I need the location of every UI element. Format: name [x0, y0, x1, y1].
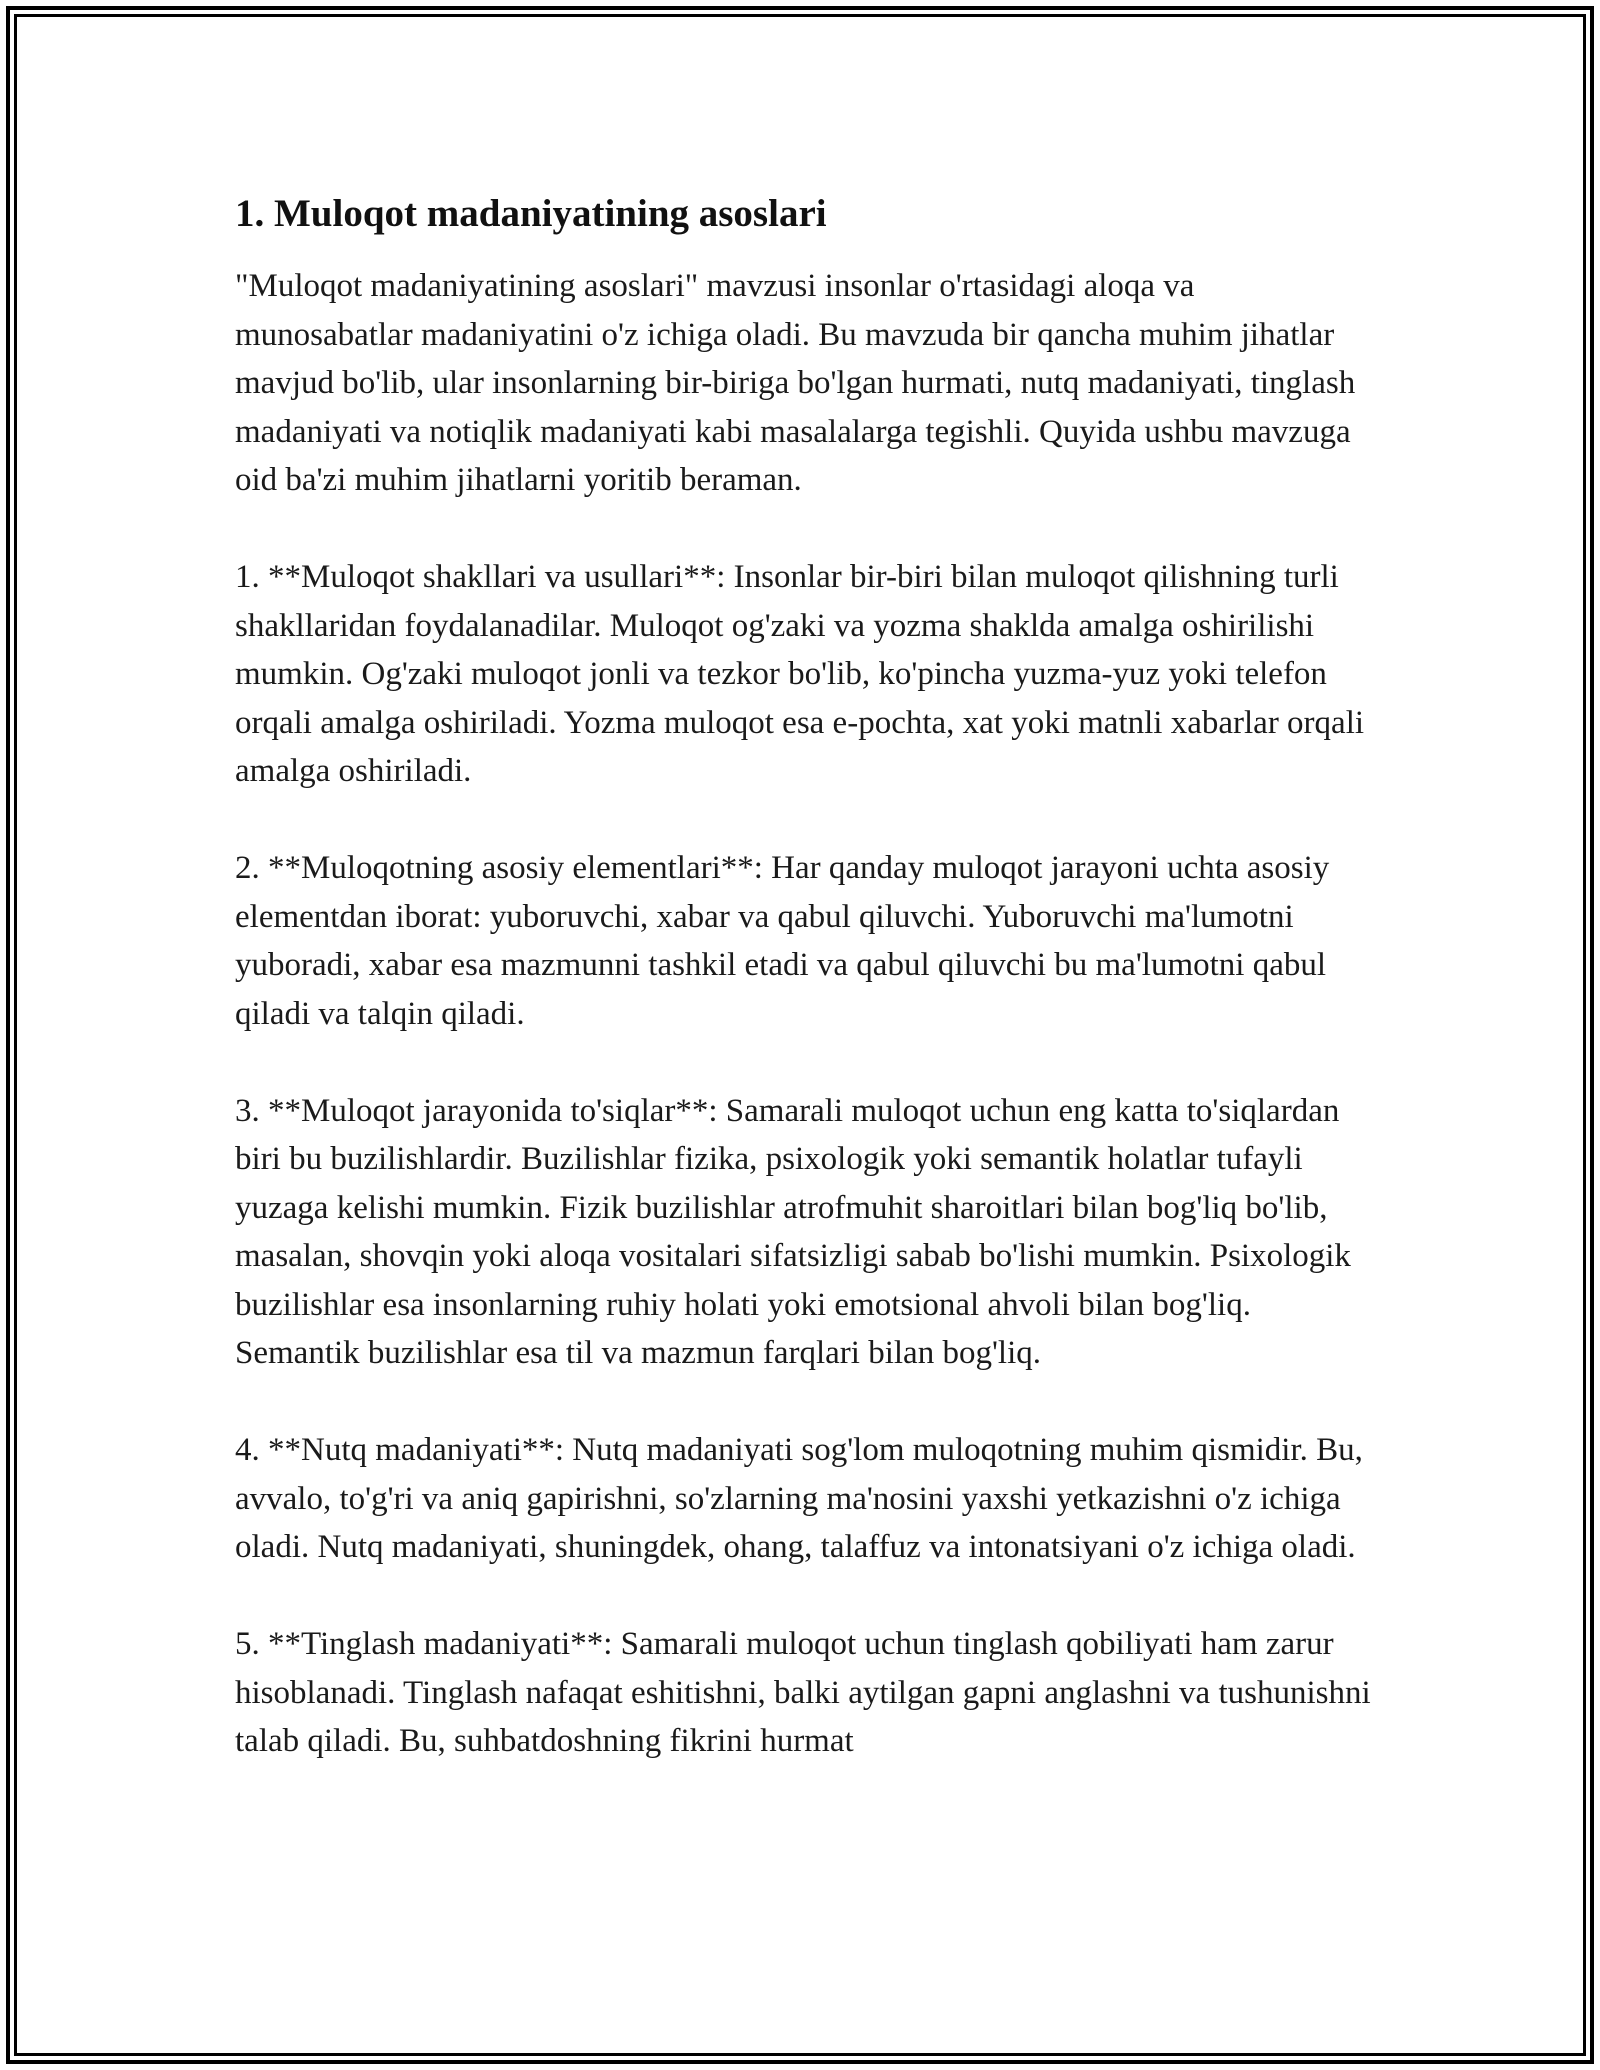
paragraph-speech-culture: 4. **Nutq madaniyati**: Nutq madaniyati sog'lom muloqotning muhim qismidir. Bu, avvalo, to'g'ri va aniq gapirishni, so'zlarning ma'nosini yaxshi yetkazishni o'z ichiga oladi. Nutq madaniyati, shuningdek, ohang, talaffuz va intonatsiyani o'z ichiga oladi.: [235, 1432, 1363, 1565]
page-title: 1. Muloqot madaniyatining asoslari: [235, 192, 827, 235]
document-body: [235, 186, 1375, 1766]
paragraph-communication-elements: 2. **Muloqotning asosiy elementlari**: Har qanday muloqot jarayoni uchta asosiy elementdan iborat: yuboruvchi, xabar va qabul qiluvchi. Yuboruvchi ma'lumotni yuboradi, xabar esa mazmunni tashkil etadi va qabul qiluvchi bu ma'lumotni qabul qiladi va talqin qiladi.: [235, 850, 1330, 1032]
paragraph-communication-barriers: 3. **Muloqot jarayonida to'siqlar**: Samarali muloqot uchun eng katta to'siqlardan biri bu buzilishlardir. Buzilishlar fizika, psixologik yoki semantik holatlar tufayli yuzaga kelishi mumkin. Fizik buzilishlar atrofmuhit sharoitlari bilan bog'liq bo'lib, masalan, shovqin yoki aloqa vositalari sifatsizligi sabab bo'lishi mumkin. Psixologik buzilishlar esa insonlarning ruhiy holati yoki emotsional ahvoli bilan bog'liq. Semantik buzilishlar esa til va mazmun farqlari bilan bog'liq.: [235, 1092, 1351, 1371]
intro-paragraph: "Muloqot madaniyatining asoslari" mavzusi insonlar o'rtasidagi aloqa va munosabatlar madaniyatini o'z ichiga oladi. Bu mavzuda bir qancha muhim jihatlar mavjud bo'lib, ular insonlarning bir-biriga bo'lgan hurmati, nutq madaniyati, tinglash madaniyati va notiqlik madaniyati kabi masalalarga tegishli. Quyida ushbu mavzuga oid ba'zi muhim jihatlarni yoritib beraman.: [235, 268, 1356, 498]
paragraph-communication-forms: 1. **Muloqot shakllari va usullari**: Insonlar bir-biri bilan muloqot qilishning turli shakllaridan foydalanadilar. Muloqot og'zaki va yozma shaklda amalga oshirilishi mumkin. Og'zaki muloqot jonli va tezkor bo'lib, ko'pincha yuzma-yuz yoki telefon orqali amalga oshiriladi. Yozma muloqot esa e-pochta, xat yoki matnli xabarlar orqali amalga oshiriladi.: [235, 559, 1365, 789]
paragraph-listening-culture: 5. **Tinglash madaniyati**: Samarali muloqot uchun tinglash qobiliyati ham zarur hisoblanadi. Tinglash nafaqat eshitishni, balki aytilgan gapni anglashni va tushunishni talab qiladi. Bu, suhbatdoshning fikrini hurmat: [235, 1626, 1371, 1759]
